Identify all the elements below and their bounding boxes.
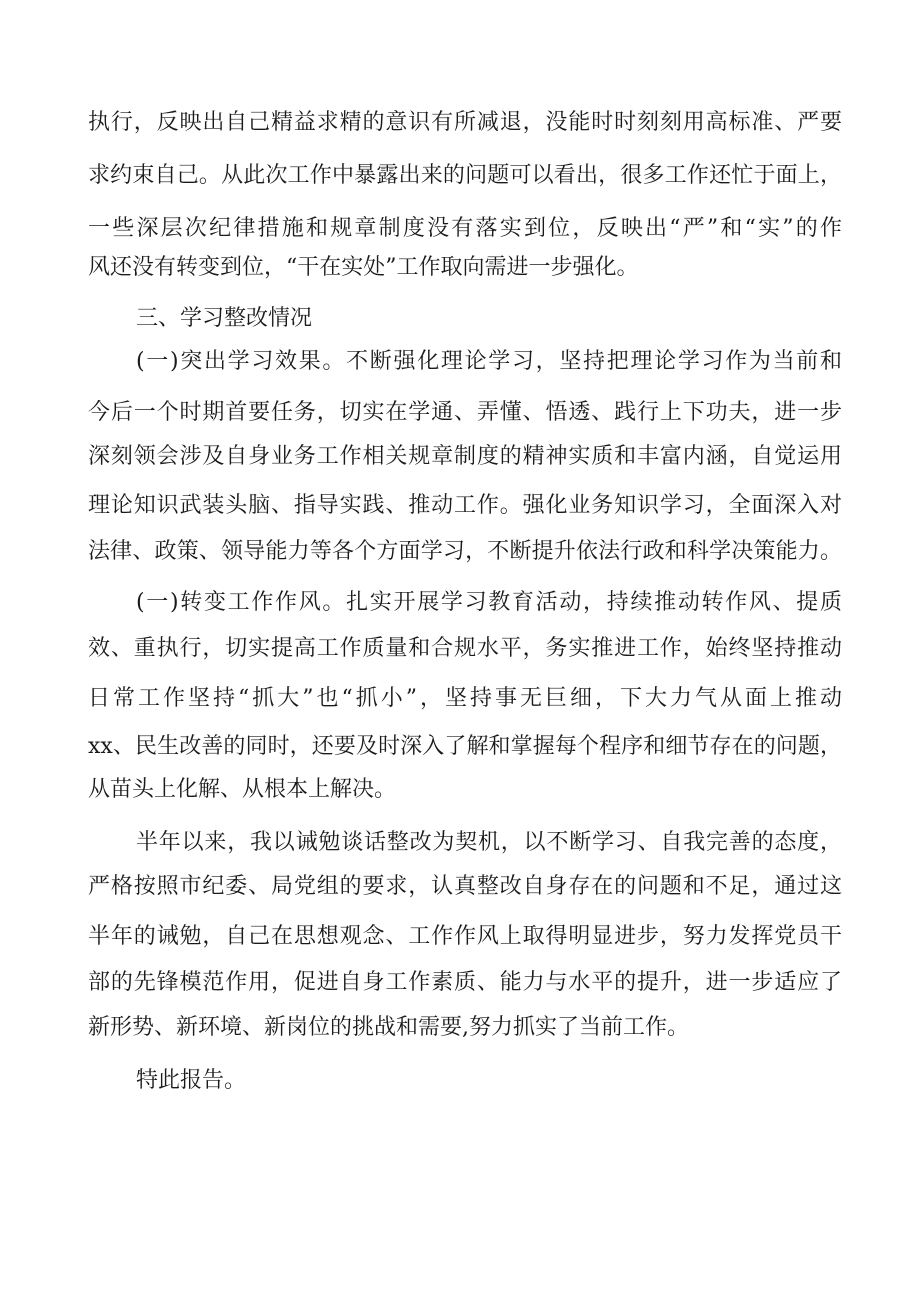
para2-line-3: 深刻领会涉及自身业务工作相关规章制度的精神实质和丰富内涵，自觉运用 [88,444,842,469]
para1-line-1: 执行，反映出自己精益求精的意识有所减退，没能时时刻刻用高标准、严要 [88,110,842,135]
para4-line-5: 新形势、新环境、新岗位的挑战和需要,努力抓实了当前工作。 [88,1015,689,1040]
para3-line-4: xx、民生改善的同时，还要及时深入了解和掌握每个程序和细节存在的问题， [88,734,842,759]
para2-line-4: 理论知识武装头脑、指导实践、推动工作。强化业务知识学习，全面深入对 [88,493,842,518]
para4-line-3: 半年的诫勉，自己在思想观念、工作作风上取得明显进步，努力发挥党员干 [88,924,842,949]
para1-line-2: 求约束自己。从此次工作中暴露出来的问题可以看出，很多工作还忙于面上， [88,163,842,188]
para2-line-5: 法律、政策、领导能力等各个方面学习，不断提升依法行政和科学决策能力。 [88,539,842,564]
para2-line-1: (一)突出学习效果。不断强化理论学习，坚持把理论学习作为当前和 [136,349,842,374]
para1-line-4: 风还没有转变到位，“干在实处”工作取向需进一步强化。 [88,255,639,280]
para3-line-1: (一)转变工作作风。扎实开展学习教育活动，持续推动转作风、提质 [136,590,842,615]
closing-text: 特此报告。 [136,1068,247,1093]
section-heading-3: 三、学习整改情况 [136,306,313,331]
para3-line-2: 效、重执行，切实提高工作质量和合规水平，务实推进工作，始终坚持推动 [88,636,842,661]
para1-line-3: 一些深层次纪律措施和规章制度没有落实到位，反映出“严”和“实”的作 [88,216,842,241]
para4-line-4: 部的先锋模范作用，促进自身工作素质、能力与水平的提升，进一步适应了 [88,970,842,995]
para3-line-3: 日常工作坚持“抓大”也“抓小”，坚持事无巨细，下大力气从面上推动 [88,686,842,711]
para4-line-1: 半年以来，我以诫勉谈话整改为契机，以不断学习、自我完善的态度， [136,830,842,855]
para2-line-2: 今后一个时期首要任务，切实在学通、弄懂、悟透、践行上下功夫，进一步 [88,400,842,425]
para4-line-2: 严格按照市纪委、局党组的要求，认真整改自身存在的问题和不足，通过这 [88,874,842,899]
para3-line-5: 从苗头上化解、从根本上解决。 [88,777,397,802]
